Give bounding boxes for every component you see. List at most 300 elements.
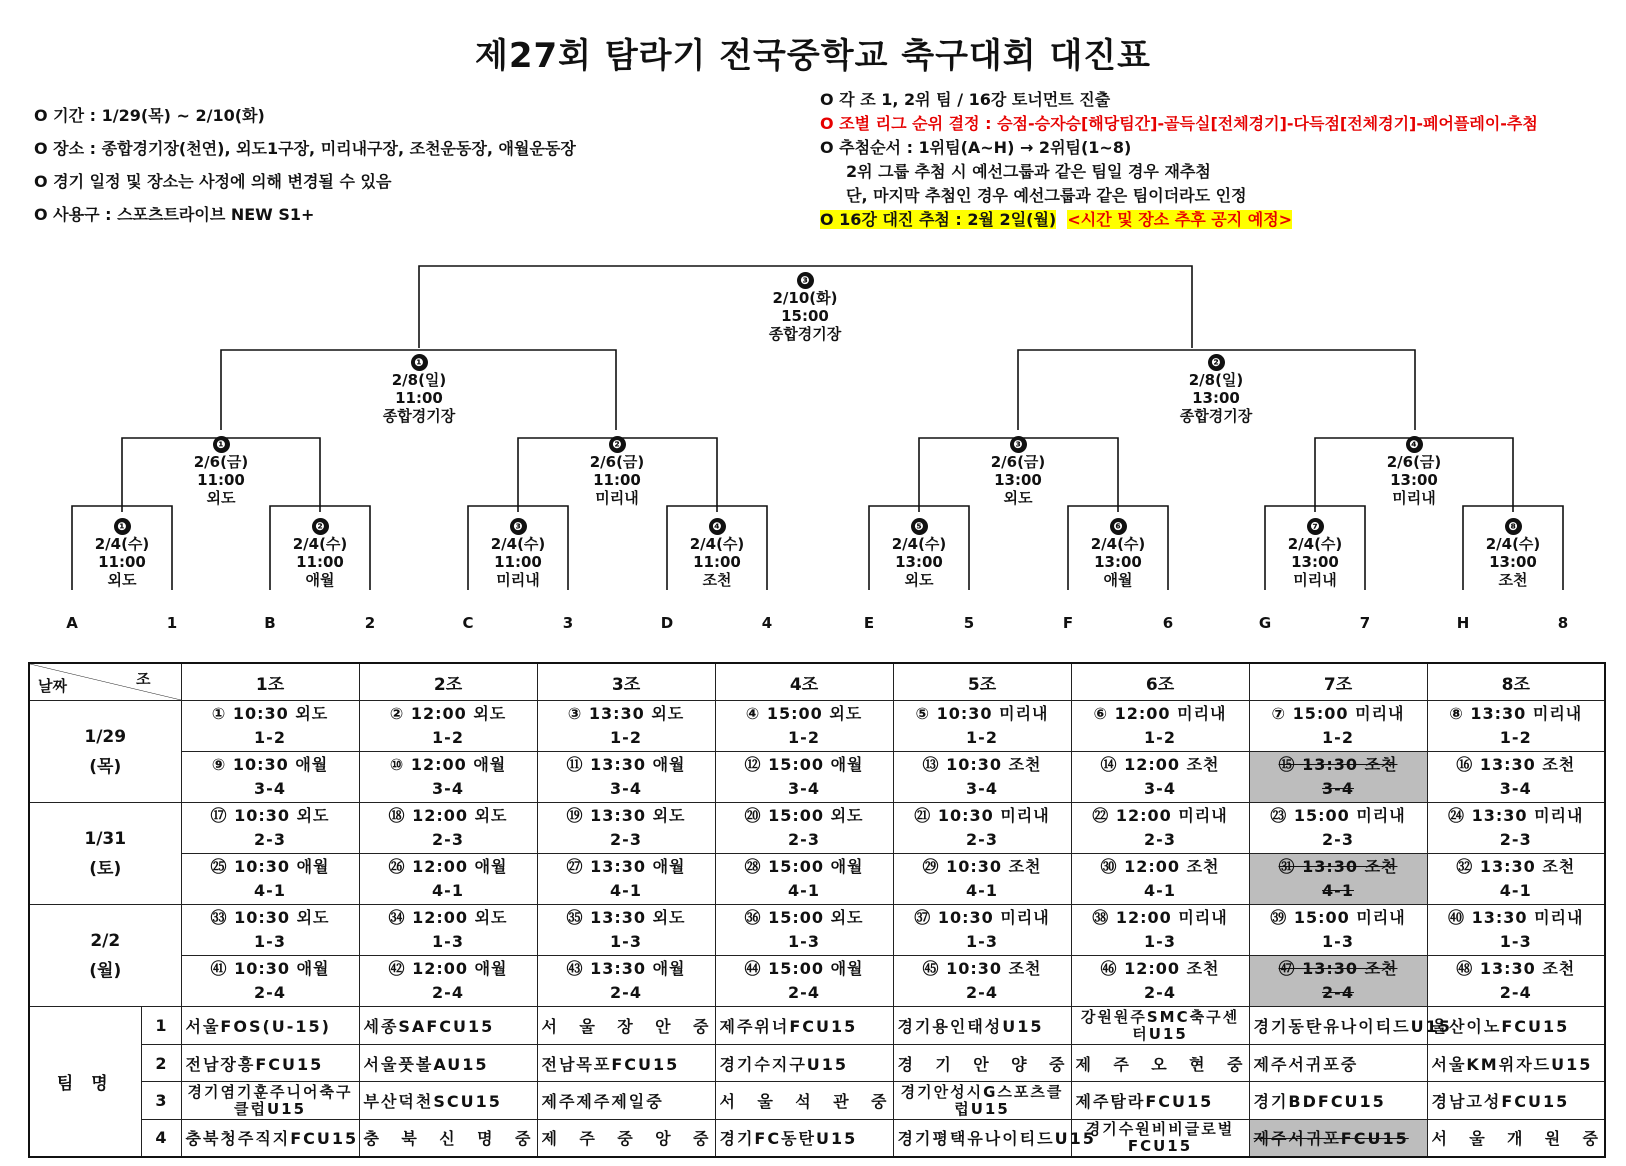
match-time: 13:00	[1291, 553, 1339, 571]
match-time: 13:00	[1094, 553, 1142, 571]
match-date: 2/10(화)	[772, 289, 838, 307]
semi-final-match	[359, 352, 479, 425]
bracket-slot: G	[1258, 614, 1272, 632]
match-cell	[359, 803, 537, 854]
bracket-slot: A	[66, 614, 78, 632]
team-row	[29, 1044, 1605, 1082]
match-venue: 조천	[702, 571, 732, 589]
table-corner-header	[29, 663, 181, 701]
group-header: 7조	[1249, 663, 1427, 701]
match-cell	[537, 803, 715, 854]
match-pairing: 2-3	[788, 830, 820, 850]
match-pairing: 2-3	[966, 830, 998, 850]
match-info: ㊵ 13:30 미리내	[1448, 908, 1584, 928]
match-time: 11:00	[494, 553, 542, 571]
rule-ranking: O 조별 리그 순위 결정 : 승점-승자승[해당팀간]-골득실[전체경기]-다득점[전체경기]-페어플레이-추첨	[820, 114, 1538, 133]
round-of-16-match	[458, 516, 578, 589]
team-slot-number: 1	[141, 1007, 181, 1045]
team-name: 전남목포FCU15	[537, 1044, 715, 1082]
match-venue: 애월	[1103, 571, 1133, 589]
team-name: 충 북 신 명 중	[359, 1119, 537, 1157]
match-time: 11:00	[593, 471, 641, 489]
match-pairing: 4-1	[966, 881, 998, 901]
match-pairing: 1-2	[1499, 728, 1532, 748]
match-info: ⑳ 15:00 외도	[744, 806, 864, 826]
match-info: ㉕ 10:30 애월	[210, 857, 330, 877]
match-pairing: 2-3	[610, 830, 642, 850]
match-cell	[359, 956, 537, 1007]
match-info: ㊺ 10:30 조천	[922, 959, 1042, 979]
match-info: ㉔ 13:30 미리내	[1448, 806, 1584, 826]
bracket-slot: E	[863, 614, 875, 632]
team-name: 경남고성FCU15	[1427, 1082, 1605, 1120]
match-pairing: 4-1	[1144, 881, 1176, 901]
match-time: 11:00	[296, 553, 344, 571]
match-info: ⑫ 15:00 애월	[744, 755, 864, 775]
match-cell	[537, 752, 715, 803]
round-of-16-match	[859, 516, 979, 589]
match-time: 13:00	[1390, 471, 1438, 489]
match-date: 2/6(금)	[193, 453, 249, 471]
round-of-16-match	[1058, 516, 1178, 589]
match-cell	[181, 701, 359, 752]
match-number: ❹	[1406, 436, 1423, 453]
semi-final-match	[1156, 352, 1276, 425]
match-venue: 미리내	[1293, 571, 1337, 589]
match-cell	[181, 905, 359, 956]
page-title: 제27회 탐라기 전국중학교 축구대회 대진표	[474, 36, 1151, 76]
match-venue: 애월	[305, 571, 335, 589]
group-schedule-table	[28, 662, 1606, 1158]
match-cell	[715, 701, 893, 752]
team-name: 경기동탄유나이티드U15	[1249, 1007, 1427, 1045]
match-number: ❸	[797, 272, 814, 289]
team-name: 제주탐라FCU15	[1071, 1082, 1249, 1120]
team-name: 서 울 개 원 중	[1427, 1119, 1605, 1157]
match-info: ㉙ 10:30 조천	[922, 857, 1042, 877]
match-pairing: 4-1	[1499, 881, 1532, 901]
match-info: ㊲ 10:30 미리내	[914, 908, 1050, 928]
match-info: ㉓ 15:00 미리내	[1270, 806, 1406, 826]
match-pairing: 2-4	[966, 983, 998, 1003]
match-time: 11:00	[693, 553, 741, 571]
match-date: 2/4(수)	[292, 535, 348, 553]
match-date: 1/31	[84, 828, 127, 849]
match-date: 2/6(금)	[990, 453, 1046, 471]
match-pairing: 1-3	[1144, 932, 1176, 952]
note-venues: O 장소 : 종합경기장(천연), 외도1구장, 미리내구장, 조천운동장, 애월운동장	[34, 139, 576, 158]
match-cell	[715, 956, 893, 1007]
team-label-cell: 팀 명	[29, 1007, 141, 1157]
match-info: ⑩ 12:00 애월	[389, 755, 507, 775]
match-date: 2/6(금)	[1386, 453, 1442, 471]
match-day: (목)	[89, 756, 122, 777]
match-pairing: 3-4	[1144, 779, 1176, 799]
match-info: ⑮ 13:30 조천	[1278, 755, 1398, 775]
match-pairing: 1-3	[966, 932, 998, 952]
match-cell	[1249, 905, 1427, 956]
match-info: ㉘ 15:00 애월	[744, 857, 864, 877]
match-pairing: 1-3	[1322, 932, 1354, 952]
round-of-16-match	[1453, 516, 1573, 589]
match-pairing: 3-4	[432, 779, 464, 799]
match-date: 2/8(일)	[1188, 371, 1244, 389]
match-info: ㉖ 12:00 애월	[388, 857, 508, 877]
cancelled-match-cell	[1249, 752, 1427, 803]
match-date: 2/6(금)	[589, 453, 645, 471]
team-name: 충북청주직지FCU15	[181, 1119, 359, 1157]
match-cell	[1427, 905, 1605, 956]
match-day: (토)	[89, 858, 122, 879]
bracket-slot: 1	[166, 614, 178, 632]
team-name: 제 주 오 현 중	[1071, 1044, 1249, 1082]
team-row	[29, 1007, 1605, 1045]
quarter-final-match	[557, 434, 677, 507]
bracket-slot: 2	[364, 614, 376, 632]
r16-draw-notice: <시간 및 장소 추후 공지 예정>	[1067, 210, 1293, 229]
match-cell	[1071, 701, 1249, 752]
round-of-16-match	[1255, 516, 1375, 589]
match-pairing: 4-1	[610, 881, 642, 901]
match-info: ⑲ 13:30 외도	[566, 806, 686, 826]
match-cell	[893, 905, 1071, 956]
rule-redraw: 2위 그룹 추첨 시 예선그룹과 같은 팀일 경우 재추첨	[846, 162, 1211, 181]
match-cell	[1249, 803, 1427, 854]
match-info: ㊱ 15:00 외도	[744, 908, 864, 928]
team-name: 경기수지구U15	[715, 1044, 893, 1082]
match-info: ⑯ 13:30 조천	[1456, 755, 1576, 775]
team-name: 경기염기훈주니어축구클럽U15	[181, 1082, 359, 1120]
match-cell	[1071, 956, 1249, 1007]
schedule-row	[29, 803, 1605, 854]
bracket-slot: H	[1456, 614, 1470, 632]
bracket-slot: 8	[1557, 614, 1569, 632]
match-pairing: 3-4	[966, 779, 998, 799]
match-day: (월)	[89, 960, 122, 981]
team-name: 경기수원비비글로벌FCU15	[1071, 1119, 1249, 1157]
match-pairing: 3-4	[1322, 779, 1354, 799]
match-number: ❺	[911, 518, 928, 535]
match-pairing: 1-2	[788, 728, 820, 748]
match-venue: 외도	[904, 571, 934, 589]
match-number: ❸	[510, 518, 527, 535]
match-info: ㉝ 10:30 외도	[210, 908, 330, 928]
match-cell	[537, 905, 715, 956]
match-time: 11:00	[98, 553, 146, 571]
match-cell	[181, 803, 359, 854]
round-of-16-match	[260, 516, 380, 589]
match-cell	[1071, 905, 1249, 956]
match-cell	[181, 854, 359, 905]
team-name: 제주서귀포중	[1249, 1044, 1427, 1082]
match-info: ㉚ 12:00 조천	[1100, 857, 1220, 877]
match-info: ⑨ 10:30 애월	[211, 755, 329, 775]
match-info: ㉗ 13:30 애월	[566, 857, 686, 877]
match-venue: 외도	[206, 489, 236, 507]
match-venue: 종합경기장	[768, 325, 842, 343]
group-header: 3조	[537, 663, 715, 701]
cancelled-match-cell	[1249, 956, 1427, 1007]
bracket-slot: B	[264, 614, 276, 632]
match-info: ⑦ 15:00 미리내	[1271, 704, 1405, 724]
match-info: ⑪ 13:30 애월	[566, 755, 686, 775]
r16-draw-date: O 16강 대진 추첨 : 2월 2일(월)	[820, 210, 1057, 229]
match-time: 13:00	[895, 553, 943, 571]
match-pairing: 2-4	[432, 983, 464, 1003]
match-pairing: 2-3	[1144, 830, 1176, 850]
team-name: 서울FOS(U-15)	[181, 1007, 359, 1045]
quarter-final-match	[958, 434, 1078, 507]
group-header: 6조	[1071, 663, 1249, 701]
group-header: 4조	[715, 663, 893, 701]
match-info: ⑬ 10:30 조천	[922, 755, 1042, 775]
match-number: ❹	[709, 518, 726, 535]
rule-r16-draw	[820, 208, 1538, 232]
match-pairing: 3-4	[254, 779, 286, 799]
team-name: 제주위너FCU15	[715, 1007, 893, 1045]
match-info: ㉑ 10:30 미리내	[914, 806, 1050, 826]
match-venue: 미리내	[1392, 489, 1436, 507]
round-of-16-match	[657, 516, 777, 589]
team-row	[29, 1119, 1605, 1157]
match-venue: 종합경기장	[382, 407, 456, 425]
schedule-row	[29, 905, 1605, 956]
group-header: 5조	[893, 663, 1071, 701]
match-cell	[1071, 752, 1249, 803]
match-info: ㉜ 13:30 조천	[1456, 857, 1576, 877]
final-match	[745, 270, 865, 343]
match-pairing: 2-4	[610, 983, 642, 1003]
match-cell	[893, 752, 1071, 803]
match-venue: 외도	[107, 571, 137, 589]
match-time: 15:00	[781, 307, 829, 325]
match-date: 2/4(수)	[1090, 535, 1146, 553]
match-cell	[1427, 956, 1605, 1007]
match-time: 13:00	[994, 471, 1042, 489]
match-cell	[537, 956, 715, 1007]
bracket-slot: 5	[963, 614, 975, 632]
match-info: ㊹ 15:00 애월	[744, 959, 864, 979]
match-date: 2/8(일)	[391, 371, 447, 389]
match-pairing: 1-2	[254, 728, 286, 748]
match-info: ㊷ 12:00 애월	[388, 959, 508, 979]
match-pairing: 3-4	[610, 779, 642, 799]
schedule-row	[29, 752, 1605, 803]
group-header-label: 조	[136, 670, 151, 688]
withdrawn-team-name: 제주서귀포FCU15	[1249, 1119, 1427, 1157]
note-ball: O 사용구 : 스포츠트라이브 NEW S1+	[34, 205, 315, 224]
quarter-final-match	[1354, 434, 1474, 507]
match-number: ❼	[1307, 518, 1324, 535]
team-name: 서 울 장 안 중	[537, 1007, 715, 1045]
match-date: 2/4(수)	[490, 535, 546, 553]
team-name: 세종SAFCU15	[359, 1007, 537, 1045]
match-cell	[181, 752, 359, 803]
match-info: ㊳ 12:00 미리내	[1092, 908, 1228, 928]
team-name: 서울풋볼AU15	[359, 1044, 537, 1082]
rules-notes	[820, 88, 1538, 232]
match-pairing: 1-3	[788, 932, 820, 952]
match-number: ❶	[114, 518, 131, 535]
schedule-row	[29, 701, 1605, 752]
team-slot-number: 4	[141, 1119, 181, 1157]
match-venue: 종합경기장	[1179, 407, 1253, 425]
team-name: 경기BDFCU15	[1249, 1082, 1427, 1120]
match-time: 11:00	[197, 471, 245, 489]
match-info: ㊻ 12:00 조천	[1100, 959, 1220, 979]
bracket-slot: D	[660, 614, 674, 632]
team-name: 서 울 석 관 중	[715, 1082, 893, 1120]
group-header: 8조	[1427, 663, 1605, 701]
team-name: 경기평택유나이티드U15	[893, 1119, 1071, 1157]
match-info: ㉒ 12:00 미리내	[1092, 806, 1228, 826]
bracket-slot: 6	[1162, 614, 1174, 632]
match-info: ㊶ 10:30 애월	[210, 959, 330, 979]
date-cell	[29, 803, 181, 905]
match-pairing: 1-3	[432, 932, 464, 952]
date-cell	[29, 701, 181, 803]
match-number: ❷	[609, 436, 626, 453]
match-pairing: 4-1	[254, 881, 286, 901]
match-info: ② 12:00 외도	[389, 704, 507, 724]
match-pairing: 4-1	[788, 881, 820, 901]
match-pairing: 1-3	[254, 932, 286, 952]
match-time: 11:00	[395, 389, 443, 407]
match-pairing: 2-4	[1144, 983, 1176, 1003]
match-cell	[715, 854, 893, 905]
match-cell	[1427, 854, 1605, 905]
match-info: ① 10:30 외도	[211, 704, 329, 724]
team-name: 제주제주제일중	[537, 1082, 715, 1120]
match-cell	[893, 854, 1071, 905]
team-name: 경기안성시G스포츠클럽U15	[893, 1082, 1071, 1120]
match-cell	[893, 701, 1071, 752]
match-pairing: 1-2	[966, 728, 998, 748]
match-info: ㊴ 15:00 미리내	[1270, 908, 1406, 928]
match-time: 13:00	[1489, 553, 1537, 571]
match-cell	[359, 905, 537, 956]
match-cell	[537, 701, 715, 752]
match-info: ㊼ 13:30 조천	[1278, 959, 1398, 979]
match-info: ㊽ 13:30 조천	[1456, 959, 1576, 979]
match-date: 2/4(수)	[891, 535, 947, 553]
match-date: 2/2	[90, 930, 121, 951]
match-pairing: 2-3	[254, 830, 286, 850]
match-date: 1/29	[84, 726, 127, 747]
match-info: ③ 13:30 외도	[567, 704, 685, 724]
match-cell	[1427, 752, 1605, 803]
match-pairing: 2-4	[1322, 983, 1354, 1003]
match-pairing: 2-3	[1499, 830, 1532, 850]
match-info: ⑭ 12:00 조천	[1100, 755, 1220, 775]
match-pairing: 2-3	[1322, 830, 1354, 850]
note-period: O 기간 : 1/29(목) ~ 2/10(화)	[34, 106, 265, 125]
match-info: ⑥ 12:00 미리내	[1093, 704, 1227, 724]
match-info: ㉟ 13:30 외도	[566, 908, 686, 928]
round-of-16-match	[62, 516, 182, 589]
match-date: 2/4(수)	[94, 535, 150, 553]
match-date: 2/4(수)	[1287, 535, 1343, 553]
bracket-slot: F	[1062, 614, 1074, 632]
group-header: 2조	[359, 663, 537, 701]
match-cell	[359, 854, 537, 905]
team-slot-number: 3	[141, 1082, 181, 1120]
match-cell	[1427, 701, 1605, 752]
match-pairing: 3-4	[788, 779, 820, 799]
team-row	[29, 1082, 1605, 1120]
bracket-slot: 7	[1359, 614, 1371, 632]
match-venue: 미리내	[496, 571, 540, 589]
bracket-slot: 3	[562, 614, 574, 632]
quarter-final-match	[161, 434, 281, 507]
date-cell	[29, 905, 181, 1007]
match-number: ❷	[1208, 354, 1225, 371]
match-cell	[715, 905, 893, 956]
match-pairing: 2-3	[432, 830, 464, 850]
match-pairing: 2-4	[1499, 983, 1532, 1003]
schedule-row	[29, 854, 1605, 905]
info-notes	[34, 104, 576, 236]
match-number: ❽	[1505, 518, 1522, 535]
note-change: O 경기 일정 및 장소는 사정에 의해 변경될 수 있음	[34, 172, 392, 191]
match-venue: 외도	[1003, 489, 1033, 507]
match-venue: 미리내	[595, 489, 639, 507]
match-info: ⑰ 10:30 외도	[210, 806, 330, 826]
match-number: ❸	[1010, 436, 1027, 453]
team-name: 서울KM위자드U15	[1427, 1044, 1605, 1082]
match-cell	[1249, 701, 1427, 752]
group-header: 1조	[181, 663, 359, 701]
match-pairing: 2-4	[254, 983, 286, 1003]
match-cell	[715, 752, 893, 803]
match-info: ⑧ 13:30 미리내	[1449, 704, 1583, 724]
cancelled-match-cell	[1249, 854, 1427, 905]
match-info: ④ 15:00 외도	[745, 704, 863, 724]
rule-advance: O 각 조 1, 2위 팀 / 16강 토너먼트 진출	[820, 90, 1111, 109]
match-date: 2/4(수)	[689, 535, 745, 553]
match-date: 2/4(수)	[1485, 535, 1541, 553]
team-name: 부산덕천SCU15	[359, 1082, 537, 1120]
match-pairing: 4-1	[1322, 881, 1354, 901]
match-info: ㉞ 12:00 외도	[388, 908, 508, 928]
match-info: ㉛ 13:30 조천	[1278, 857, 1398, 877]
match-info: ⑱ 12:00 외도	[388, 806, 508, 826]
match-cell	[1427, 803, 1605, 854]
bracket-slot: 4	[761, 614, 773, 632]
match-cell	[359, 701, 537, 752]
match-cell	[893, 956, 1071, 1007]
match-number: ❶	[213, 436, 230, 453]
match-venue: 조천	[1498, 571, 1528, 589]
match-pairing: 1-2	[1322, 728, 1354, 748]
match-pairing: 2-4	[788, 983, 820, 1003]
match-pairing: 1-2	[610, 728, 642, 748]
match-number: ❷	[312, 518, 329, 535]
match-cell	[1071, 854, 1249, 905]
team-name: 경 기 안 양 중	[893, 1044, 1071, 1082]
team-name: 제 주 중 앙 중	[537, 1119, 715, 1157]
match-cell	[893, 803, 1071, 854]
match-number: ❶	[411, 354, 428, 371]
rule-last-draw: 단, 마지막 추첨인 경우 예선그룹과 같은 팀이더라도 인정	[846, 186, 1247, 205]
match-pairing: 1-2	[432, 728, 464, 748]
match-pairing: 4-1	[432, 881, 464, 901]
team-name: 전남장흥FCU15	[181, 1044, 359, 1082]
team-name: 울산이노FCU15	[1427, 1007, 1605, 1045]
team-slot-number: 2	[141, 1044, 181, 1082]
date-header-label: 날짜	[38, 677, 67, 695]
match-number: ❻	[1110, 518, 1127, 535]
